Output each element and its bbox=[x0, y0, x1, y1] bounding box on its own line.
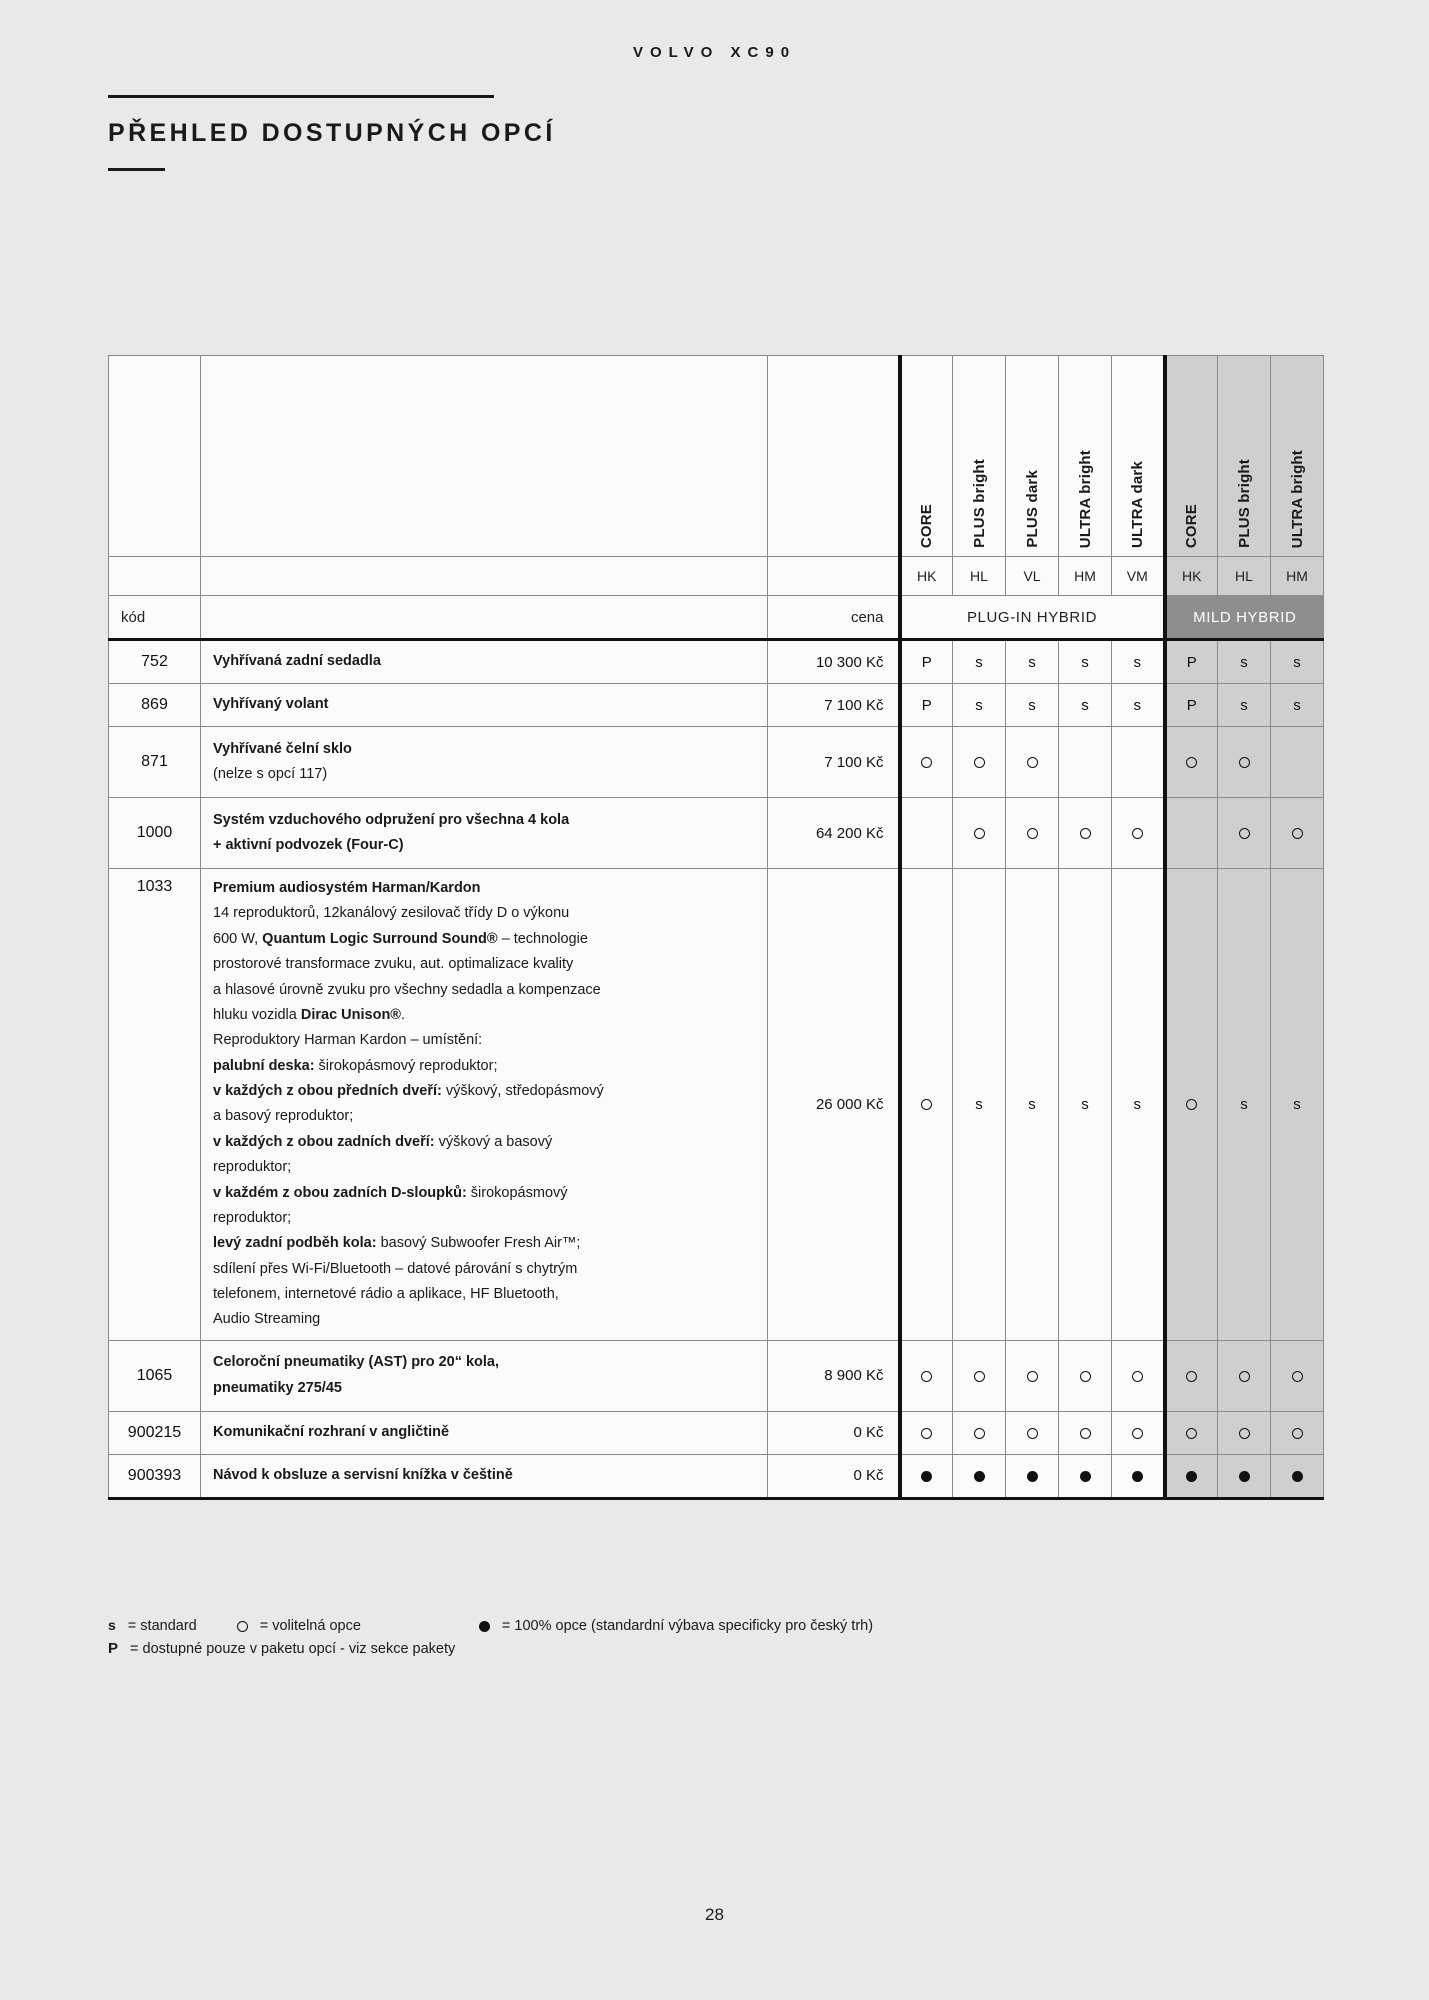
trim-label: ULTRA bright bbox=[1076, 449, 1094, 548]
availability-cell bbox=[1059, 640, 1112, 684]
options-table bbox=[108, 355, 1324, 1500]
availability-cell bbox=[1059, 1454, 1112, 1498]
availability-cell bbox=[1006, 727, 1059, 798]
optional-marker-icon bbox=[1027, 1428, 1038, 1439]
table-row bbox=[109, 727, 1324, 798]
option-detail-line: telefonem, internetové rádio a aplikace, HF Bluetooth, bbox=[213, 1286, 559, 1302]
option-detail-line: prostorové transformace zvuku, aut. optimalizace kvality bbox=[213, 956, 574, 973]
option-title: Vyhřívaný volant bbox=[213, 696, 329, 713]
option-title: Komunikační rozhraní v angličtině bbox=[213, 1424, 450, 1441]
option-detail-line: reproduktor; bbox=[213, 1209, 292, 1226]
availability-cell bbox=[1006, 684, 1059, 727]
optional-marker-icon bbox=[1292, 1428, 1303, 1439]
optional-marker-icon bbox=[1080, 1371, 1091, 1382]
standard-marker: s bbox=[1028, 1095, 1036, 1113]
trim-code-cell: VM bbox=[1112, 557, 1165, 596]
table-row bbox=[109, 1411, 1324, 1454]
standard-marker: s bbox=[1081, 696, 1089, 714]
option-code: 869 bbox=[109, 684, 201, 727]
title-rule-top bbox=[108, 95, 494, 98]
optional-marker-icon bbox=[1080, 828, 1091, 839]
trim-header-plug-in-hybrid-ultra-dark bbox=[1112, 356, 1165, 557]
availability-cell bbox=[1006, 869, 1059, 1341]
option-code: 1000 bbox=[109, 798, 201, 869]
option-description bbox=[201, 684, 768, 727]
package-marker: P bbox=[921, 653, 932, 671]
full-option-marker-icon bbox=[1186, 1471, 1197, 1482]
availability-cell bbox=[1112, 869, 1165, 1341]
availability-cell bbox=[1059, 798, 1112, 869]
options-table-wrapper bbox=[108, 355, 1323, 1500]
trim-header-mild-hybrid-plus-bright bbox=[1218, 356, 1271, 557]
trim-label: PLUS bright bbox=[1235, 459, 1253, 548]
optional-marker-icon bbox=[1186, 757, 1197, 768]
legend-optional-icon bbox=[237, 1621, 248, 1632]
availability-cell bbox=[1165, 684, 1218, 727]
package-marker: P bbox=[921, 696, 932, 714]
availability-cell bbox=[1112, 1411, 1165, 1454]
optional-marker-icon bbox=[921, 757, 932, 768]
standard-marker: s bbox=[975, 653, 983, 671]
availability-cell bbox=[900, 798, 953, 869]
table-row bbox=[109, 1454, 1324, 1498]
legend-package-text: = dostupné pouze v paketu opcí - viz sekce pakety bbox=[130, 1640, 456, 1657]
option-price: 7 100 Kč bbox=[768, 727, 900, 798]
availability-cell bbox=[1059, 1340, 1112, 1411]
optional-marker-icon bbox=[1027, 828, 1038, 839]
availability-cell bbox=[1165, 1340, 1218, 1411]
availability-cell bbox=[1218, 869, 1271, 1341]
availability-cell bbox=[1271, 1340, 1324, 1411]
availability-cell bbox=[1112, 684, 1165, 727]
option-detail-line: a hlasové úrovně zvuku pro všechny sedadla a kompenzace bbox=[213, 981, 601, 998]
label-desc-spacer bbox=[201, 596, 768, 640]
option-detail-line: 14 reproduktorů, 12kanálový zesilovač třídy D o výkonu bbox=[213, 905, 570, 922]
standard-marker: s bbox=[1081, 1095, 1089, 1113]
option-title: Celoroční pneumatiky (AST) pro 20“ kola, bbox=[213, 1354, 500, 1371]
column-labels-row bbox=[109, 596, 1324, 640]
availability-cell bbox=[1112, 1340, 1165, 1411]
optional-marker-icon bbox=[974, 828, 985, 839]
availability-cell bbox=[1165, 869, 1218, 1341]
availability-cell bbox=[1006, 1411, 1059, 1454]
option-price: 10 300 Kč bbox=[768, 640, 900, 684]
title-block bbox=[108, 95, 556, 171]
option-title: Premium audiosystém Harman/Kardon bbox=[213, 880, 481, 896]
standard-marker: s bbox=[1240, 1095, 1248, 1113]
option-title: Vyhřívaná zadní sedadla bbox=[213, 653, 381, 670]
availability-cell bbox=[900, 1411, 953, 1454]
option-description bbox=[201, 1340, 768, 1411]
availability-cell bbox=[1165, 727, 1218, 798]
optional-marker-icon bbox=[1027, 757, 1038, 768]
option-detail-line: v každých z obou zadních dveří: výškový a basový bbox=[213, 1133, 553, 1150]
availability-cell bbox=[953, 869, 1006, 1341]
trim-label: CORE bbox=[1183, 503, 1201, 548]
availability-cell bbox=[1006, 1340, 1059, 1411]
standard-marker: s bbox=[1028, 696, 1036, 714]
option-detail-line: sdílení přes Wi-Fi/Bluetooth – datové párování s chytrým bbox=[213, 1260, 578, 1277]
option-price: 0 Kč bbox=[768, 1454, 900, 1498]
full-option-marker-icon bbox=[1132, 1471, 1143, 1482]
availability-cell bbox=[1059, 684, 1112, 727]
full-option-marker-icon bbox=[974, 1471, 985, 1482]
option-detail-line: Audio Streaming bbox=[213, 1311, 321, 1328]
option-detail-line: reproduktor; bbox=[213, 1159, 292, 1176]
option-detail-line: v každých z obou předních dveří: výškový, středopásmový bbox=[213, 1083, 604, 1099]
availability-cell bbox=[1218, 1411, 1271, 1454]
availability-cell bbox=[1218, 1340, 1271, 1411]
option-code: 900393 bbox=[109, 1454, 201, 1498]
table-head bbox=[109, 356, 1324, 640]
trim-label: PLUS dark bbox=[1023, 470, 1041, 548]
label-price: cena bbox=[768, 596, 900, 640]
trim-code-cell: HK bbox=[1165, 557, 1218, 596]
optional-marker-icon bbox=[974, 757, 985, 768]
option-price: 8 900 Kč bbox=[768, 1340, 900, 1411]
optional-marker-icon bbox=[1292, 828, 1303, 839]
legend-optional-text: = volitelná opce bbox=[259, 1618, 361, 1634]
legend-package-symbol: P bbox=[108, 1639, 119, 1657]
optional-marker-icon bbox=[1239, 757, 1250, 768]
availability-cell bbox=[1059, 727, 1112, 798]
code-spacer-3 bbox=[768, 557, 900, 596]
availability-cell bbox=[1218, 1454, 1271, 1498]
option-detail-line: Reproduktory Harman Kardon – umístění: bbox=[213, 1032, 483, 1049]
option-description bbox=[201, 640, 768, 684]
trim-header-row bbox=[109, 356, 1324, 557]
package-marker: P bbox=[1186, 696, 1197, 714]
code-spacer-1 bbox=[109, 557, 201, 596]
option-detail-line: hluku vozidla Dirac Unison®. bbox=[213, 1006, 406, 1023]
availability-cell bbox=[1165, 1411, 1218, 1454]
group-header-plug-in-hybrid: PLUG-IN HYBRID bbox=[900, 596, 1165, 640]
optional-marker-icon bbox=[1186, 1099, 1197, 1110]
legend bbox=[108, 1615, 873, 1661]
availability-cell bbox=[1271, 640, 1324, 684]
optional-marker-icon bbox=[1080, 1428, 1091, 1439]
availability-cell bbox=[1271, 798, 1324, 869]
standard-marker: s bbox=[975, 1095, 983, 1113]
optional-marker-icon bbox=[974, 1428, 985, 1439]
trim-label: ULTRA dark bbox=[1128, 460, 1146, 548]
availability-cell bbox=[900, 1454, 953, 1498]
trim-code-cell: VL bbox=[1006, 557, 1059, 596]
availability-cell bbox=[1006, 798, 1059, 869]
header-spacer-desc bbox=[201, 356, 768, 557]
availability-cell bbox=[1218, 798, 1271, 869]
option-code: 1065 bbox=[109, 1340, 201, 1411]
availability-cell bbox=[953, 1454, 1006, 1498]
option-subtitle: + aktivní podvozek (Four-C) bbox=[213, 837, 404, 853]
optional-marker-icon bbox=[921, 1428, 932, 1439]
optional-marker-icon bbox=[1239, 1371, 1250, 1382]
availability-cell bbox=[1006, 1454, 1059, 1498]
standard-marker: s bbox=[1293, 696, 1301, 714]
table-row bbox=[109, 1340, 1324, 1411]
standard-marker: s bbox=[1081, 653, 1089, 671]
label-code: kód bbox=[109, 596, 201, 640]
availability-cell bbox=[953, 640, 1006, 684]
optional-marker-icon bbox=[921, 1099, 932, 1110]
standard-marker: s bbox=[1293, 1095, 1301, 1113]
table-row bbox=[109, 684, 1324, 727]
availability-cell bbox=[1218, 640, 1271, 684]
availability-cell bbox=[1271, 869, 1324, 1341]
table-body bbox=[109, 640, 1324, 1499]
table-row bbox=[109, 640, 1324, 684]
trim-code-cell: HL bbox=[1218, 557, 1271, 596]
trim-label: CORE bbox=[918, 503, 936, 548]
standard-marker: s bbox=[1133, 1095, 1141, 1113]
availability-cell bbox=[1165, 798, 1218, 869]
option-title: Vyhřívané čelní sklo bbox=[213, 740, 352, 757]
option-title: Systém vzduchového odpružení pro všechna 4 kola bbox=[213, 811, 570, 828]
optional-marker-icon bbox=[1027, 1371, 1038, 1382]
table-row bbox=[109, 798, 1324, 869]
option-code: 871 bbox=[109, 727, 201, 798]
availability-cell bbox=[1218, 727, 1271, 798]
legend-standard-text: = standard bbox=[127, 1618, 197, 1634]
availability-cell bbox=[1271, 684, 1324, 727]
availability-cell bbox=[1112, 1454, 1165, 1498]
trim-code-cell: HL bbox=[953, 557, 1006, 596]
trim-code-cell: HK bbox=[900, 557, 953, 596]
trim-code-cell: HM bbox=[1271, 557, 1324, 596]
trim-label: ULTRA bright bbox=[1288, 449, 1306, 548]
option-description bbox=[201, 727, 768, 798]
option-detail-line: levý zadní podběh kola: basový Subwoofer Fresh Air™; bbox=[213, 1235, 581, 1252]
trim-header-plug-in-hybrid-core bbox=[900, 356, 953, 557]
availability-cell bbox=[1271, 1411, 1324, 1454]
header-spacer-code bbox=[109, 356, 201, 557]
availability-cell bbox=[1271, 1454, 1324, 1498]
table-row bbox=[109, 869, 1324, 1341]
title-rule-bottom bbox=[108, 168, 165, 171]
option-description bbox=[201, 798, 768, 869]
full-option-marker-icon bbox=[1239, 1471, 1250, 1482]
optional-marker-icon bbox=[1186, 1371, 1197, 1382]
legend-standard-symbol: s bbox=[108, 1617, 116, 1633]
package-marker: P bbox=[1186, 653, 1197, 671]
standard-marker: s bbox=[1028, 653, 1036, 671]
option-code: 900215 bbox=[109, 1411, 201, 1454]
trim-header-mild-hybrid-core bbox=[1165, 356, 1218, 557]
option-description bbox=[201, 869, 768, 1341]
availability-cell bbox=[953, 684, 1006, 727]
availability-cell bbox=[1271, 727, 1324, 798]
trim-header-plug-in-hybrid-ultra-bright bbox=[1059, 356, 1112, 557]
optional-marker-icon bbox=[1132, 1428, 1143, 1439]
standard-marker: s bbox=[1133, 653, 1141, 671]
option-detail-line: v každém z obou zadních D-sloupků: širokopásmový bbox=[213, 1184, 568, 1201]
legend-full-icon bbox=[479, 1621, 490, 1632]
legend-row-2 bbox=[108, 1638, 873, 1661]
full-option-marker-icon bbox=[921, 1471, 932, 1482]
optional-marker-icon bbox=[1239, 1428, 1250, 1439]
option-code: 752 bbox=[109, 640, 201, 684]
trim-label: PLUS bright bbox=[970, 459, 988, 548]
trim-header-plug-in-hybrid-plus-dark bbox=[1006, 356, 1059, 557]
standard-marker: s bbox=[1240, 653, 1248, 671]
availability-cell bbox=[900, 869, 953, 1341]
availability-cell bbox=[1112, 727, 1165, 798]
option-price: 64 200 Kč bbox=[768, 798, 900, 869]
option-detail-line: 600 W, Quantum Logic Surround Sound® – technologie bbox=[213, 930, 588, 947]
legend-full-text: = 100% opce (standardní výbava specificky pro český trh) bbox=[501, 1618, 874, 1634]
standard-marker: s bbox=[1293, 653, 1301, 671]
standard-marker: s bbox=[1133, 696, 1141, 714]
optional-marker-icon bbox=[1132, 1371, 1143, 1382]
availability-cell bbox=[953, 727, 1006, 798]
availability-cell bbox=[1165, 1454, 1218, 1498]
page-title: PŘEHLED DOSTUPNÝCH OPCÍ bbox=[108, 119, 556, 147]
trim-code-cell: HM bbox=[1059, 557, 1112, 596]
full-option-marker-icon bbox=[1027, 1471, 1038, 1482]
optional-marker-icon bbox=[1292, 1371, 1303, 1382]
availability-cell bbox=[1059, 1411, 1112, 1454]
standard-marker: s bbox=[1240, 696, 1248, 714]
availability-cell bbox=[1218, 684, 1271, 727]
availability-cell bbox=[900, 1340, 953, 1411]
option-price: 0 Kč bbox=[768, 1411, 900, 1454]
availability-cell bbox=[900, 640, 953, 684]
availability-cell bbox=[953, 1411, 1006, 1454]
page-number: 28 bbox=[705, 1905, 724, 1924]
standard-marker: s bbox=[975, 696, 983, 714]
optional-marker-icon bbox=[1132, 828, 1143, 839]
availability-cell bbox=[1112, 640, 1165, 684]
option-code: 1033 bbox=[109, 869, 201, 1341]
option-subtitle: pneumatiky 275/45 bbox=[213, 1379, 342, 1396]
option-price: 7 100 Kč bbox=[768, 684, 900, 727]
trim-header-plug-in-hybrid-plus-bright bbox=[953, 356, 1006, 557]
availability-cell bbox=[900, 684, 953, 727]
optional-marker-icon bbox=[921, 1371, 932, 1382]
optional-marker-icon bbox=[1186, 1428, 1197, 1439]
availability-cell bbox=[1112, 798, 1165, 869]
trim-header-mild-hybrid-ultra-bright bbox=[1271, 356, 1324, 557]
availability-cell bbox=[953, 1340, 1006, 1411]
optional-marker-icon bbox=[974, 1371, 985, 1382]
option-subtitle: (nelze s opcí 117) bbox=[213, 766, 328, 782]
header-spacer-price bbox=[768, 356, 900, 557]
availability-cell bbox=[1059, 869, 1112, 1341]
full-option-marker-icon bbox=[1292, 1471, 1303, 1482]
full-option-marker-icon bbox=[1080, 1471, 1091, 1482]
legend-row-1 bbox=[108, 1615, 873, 1638]
option-title: Návod k obsluze a servisní knížka v češtině bbox=[213, 1467, 513, 1484]
brand-header: VOLVO XC90 bbox=[632, 44, 797, 61]
code-spacer-2 bbox=[201, 557, 768, 596]
trim-code-row bbox=[109, 557, 1324, 596]
option-detail-line: palubní deska: širokopásmový reproduktor; bbox=[213, 1057, 498, 1074]
option-price: 26 000 Kč bbox=[768, 869, 900, 1341]
option-detail-line: a basový reproduktor; bbox=[213, 1108, 354, 1125]
availability-cell bbox=[1006, 640, 1059, 684]
optional-marker-icon bbox=[1239, 828, 1250, 839]
option-description bbox=[201, 1411, 768, 1454]
availability-cell bbox=[953, 798, 1006, 869]
group-header-mild-hybrid: MILD HYBRID bbox=[1165, 596, 1324, 640]
option-description bbox=[201, 1454, 768, 1498]
availability-cell bbox=[900, 727, 953, 798]
availability-cell bbox=[1165, 640, 1218, 684]
